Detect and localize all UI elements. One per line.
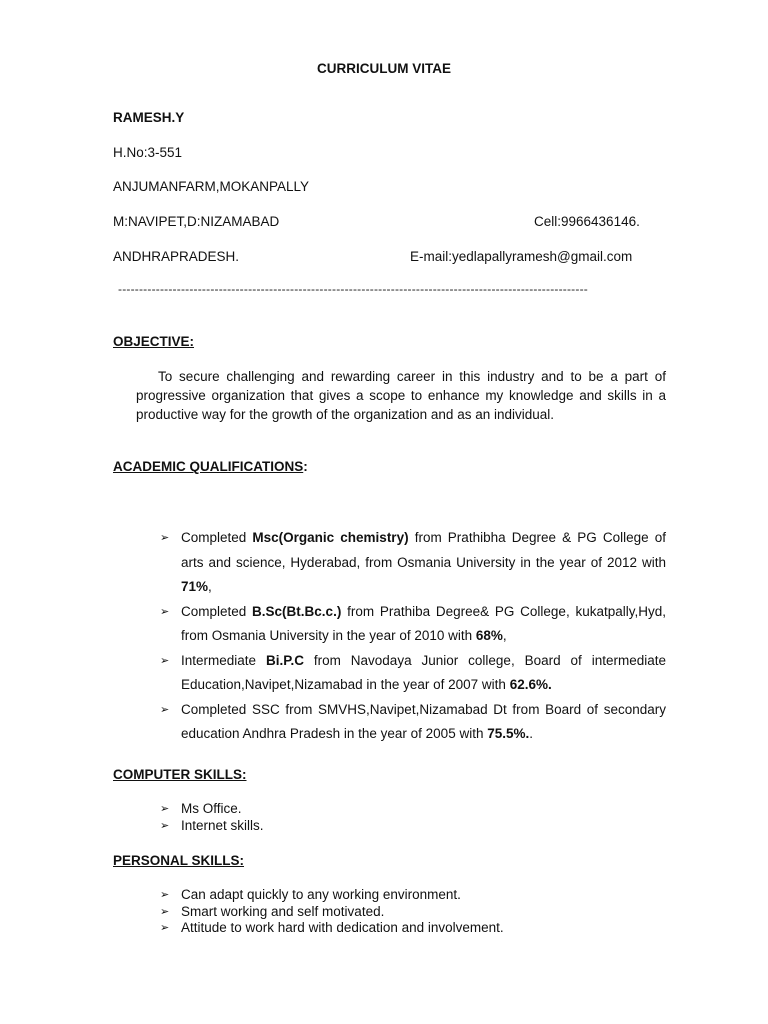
- academic-list: [160, 526, 666, 747]
- arrow-bullet-icon: ➢: [160, 889, 170, 901]
- list-item: [160, 600, 666, 649]
- address-state: ANDHRAPRADESH.: [113, 249, 240, 264]
- cell-number: Cell:9966436146.: [534, 214, 640, 229]
- address-district: M:NAVIPET,D:NIZAMABAD: [113, 214, 280, 229]
- arrow-bullet-icon: ➢: [160, 654, 170, 667]
- item-text: Completed: [181, 603, 253, 619]
- item-text: Internet skills.: [181, 817, 264, 833]
- computer-skills-heading: COMPUTER SKILLS:: [113, 767, 247, 782]
- item-text: Attitude to work hard with dedication and involvement.: [181, 920, 504, 935]
- list-item: [160, 526, 666, 600]
- house-number: H.No:3-551: [113, 145, 183, 160]
- item-score: 68%: [475, 628, 503, 643]
- section-divider: ----------------------------------------------------------------------------------------------------------------: [118, 282, 588, 296]
- item-degree: B.Sc(Bt.Bc.c.): [252, 603, 342, 619]
- arrow-bullet-icon: ➢: [160, 532, 170, 544]
- item-text: from Prathiba Degree& PG College, kukatpally,Hyd, from Osmania University in the year of 2010 with: [181, 603, 666, 643]
- list-item: [160, 698, 666, 747]
- arrow-bullet-icon: ➢: [160, 905, 170, 918]
- item-score: 62.6%.: [509, 677, 552, 692]
- item-text: Intermediate: [181, 652, 266, 668]
- item-text: from Navodaya Junior college, Board of intermediate Education,Navipet,Nizamabad in the year of 2007 with: [181, 652, 666, 692]
- list-item: [160, 801, 264, 818]
- academic-heading-label: ACADEMIC QUALIFICATIONS: [113, 459, 304, 474]
- arrow-bullet-icon: ➢: [160, 819, 170, 832]
- address-area: ANJUMANFARM,MOKANPALLY: [113, 179, 310, 194]
- item-text: ,: [502, 628, 507, 643]
- item-text: Completed SSC from SMVHS,Navipet,Nizamabad Dt from Board of secondary education Andhra Pradesh in the year of 2005 with: [181, 701, 666, 741]
- list-item: [160, 920, 504, 937]
- item-text: ,: [208, 579, 212, 594]
- arrow-bullet-icon: ➢: [160, 703, 170, 716]
- list-item: [160, 887, 504, 904]
- item-text: from Prathibha Degree & PG College of arts and science, Hyderabad, from Osmania University in the year of 2012 with: [181, 530, 666, 570]
- objective-heading: OBJECTIVE:: [113, 334, 195, 349]
- objective-text: To secure challenging and rewarding career in this industry and to be a part of progressive organization that gives a scope to enhance my knowledge and skills in a productive way for the growth of the organization and as an individual.: [136, 369, 666, 422]
- personal-skills-heading: PERSONAL SKILLS:: [113, 853, 245, 868]
- item-score: 75.5%.: [487, 726, 530, 741]
- list-item: [160, 818, 264, 835]
- academic-heading: [113, 459, 308, 474]
- item-text: Smart working and self motivated.: [181, 903, 385, 919]
- item-degree: Msc(Organic chemistry): [252, 530, 409, 545]
- item-score: 71%: [181, 579, 209, 594]
- item-text: .: [529, 726, 534, 741]
- item-text: Can adapt quickly to any working environment.: [181, 887, 461, 902]
- list-item: [160, 649, 666, 698]
- personal-skills-list: [160, 887, 504, 937]
- email-address: E-mail:yedlapallyramesh@gmail.com: [410, 249, 633, 264]
- academic-heading-colon: :: [303, 459, 308, 474]
- arrow-bullet-icon: ➢: [160, 922, 170, 934]
- list-item: [160, 904, 504, 921]
- computer-skills-list: [160, 801, 264, 834]
- item-text: Completed: [181, 530, 253, 545]
- item-degree: Bi.P.C: [265, 652, 304, 668]
- arrow-bullet-icon: ➢: [160, 803, 170, 815]
- candidate-name: RAMESH.Y: [113, 110, 185, 125]
- document-title: CURRICULUM VITAE: [317, 61, 451, 76]
- arrow-bullet-icon: ➢: [160, 605, 170, 618]
- item-text: Ms Office.: [181, 801, 242, 816]
